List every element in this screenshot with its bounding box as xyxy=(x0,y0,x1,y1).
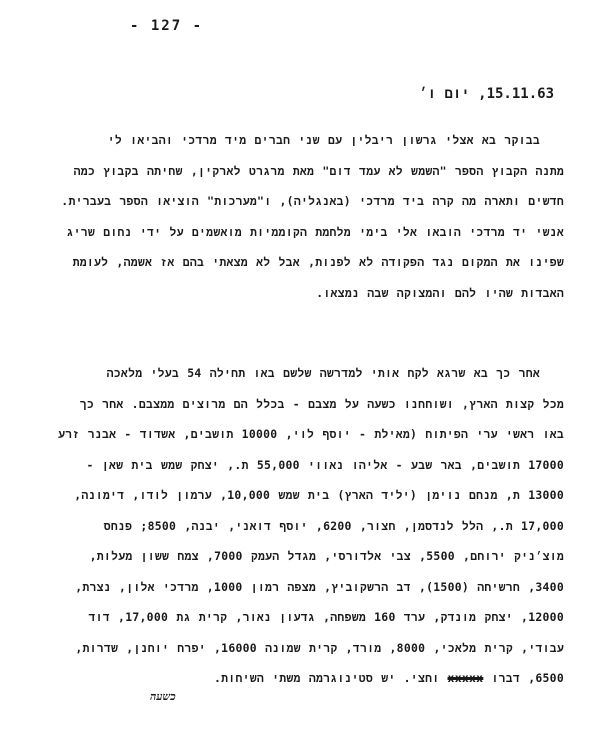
text-line: 12000, יצחק מונדק, ערד 160 משפחה, גדעון נאור, קרית גת 17,000, דוד xyxy=(88,610,564,624)
text-line: באו ראשי ערי הפיתוח (מאילת - יוסף לוי, 10000 תושבים, אשדוד - אבנר זרע xyxy=(58,427,564,441)
last-line-end: וחצי. יש סטינוגרמה משתי השיחות. xyxy=(214,671,440,685)
paragraph-1 xyxy=(34,125,564,308)
text-line: 17000 תושבים, באר שבע - אליהו נאווי 55,000 ת., יצחק שמש בית שאן - xyxy=(86,457,564,472)
text-line: מכל קצות הארץ, ושוחחנו כשעה על מצבם - בכלל הם מרוצים ממצבם. אחר כך xyxy=(79,396,564,411)
text-line: מתנה הקבוץ הספר "השמש לא עמד דום" מאת מרגרט לארקין, שחיתה בקבוץ כמה xyxy=(73,163,564,178)
entry-date: 15.11.63, יום ו׳ xyxy=(419,86,554,102)
struck-out-text: xxxxx xyxy=(447,671,484,685)
text-line-last xyxy=(34,663,564,694)
last-line-start: 6500, דברו xyxy=(491,671,564,685)
text-line: אנשי יד מרדכי הובאו אלי בימי מלחמת הקוממיות מואשמים על ידי נחום שריג xyxy=(66,224,564,239)
text-line: שפינו את המקום נגד הפקודה לא לפנות, אבל לא מצאתי בהם אז אשמה, לעומת xyxy=(72,255,564,269)
handwritten-correction: כשעה xyxy=(150,690,176,703)
text-line: אחר כך בא שרגא לקח אותי למדרשה שלשם באו תחילה 54 בעלי מלאכה xyxy=(106,366,540,380)
text-line: חדשים ותארה מה קרה ביד מרדכי (באנגליה), ו"מערכות" הוציאו הספר בעברית. xyxy=(61,194,564,208)
text-line: 3400, חרשיחה (1500), דב הרשקוביץ, מצפה רמון 1000, מרדכי אלון, נצרת, xyxy=(75,579,564,594)
text-line: מוצ׳ניק ירוחם, 5500, צבי אלדורסי, מגדל העמק 7000, צמח ששון מעלות, xyxy=(89,549,564,563)
page-number: - 127 - xyxy=(130,18,204,34)
text-line: 17,000 ת., הלל לנדסמן, חצור, 6200, יוסף דואני, יבנה, 8500; פנחס xyxy=(103,518,564,533)
text-line: 13000 ת, מנחם נוימן (יליד הארץ) בית שמש 10,000, ערמון לודו, דימונה, xyxy=(74,488,564,502)
text-line: עבודי, קרית מלאכי, 8000, מורד, קרית שמונה 16000, יפרח יוחנן, שדרות, xyxy=(75,640,564,655)
text-line: האבדות שהיו להם והמצוקה שבה נמצאו. xyxy=(316,285,564,300)
text-line: בבוקר בא אצלי גרשון ריבלין עם שני חברים מיד מרדכי והביאו לי xyxy=(107,133,540,147)
paragraph-2 xyxy=(34,358,564,694)
